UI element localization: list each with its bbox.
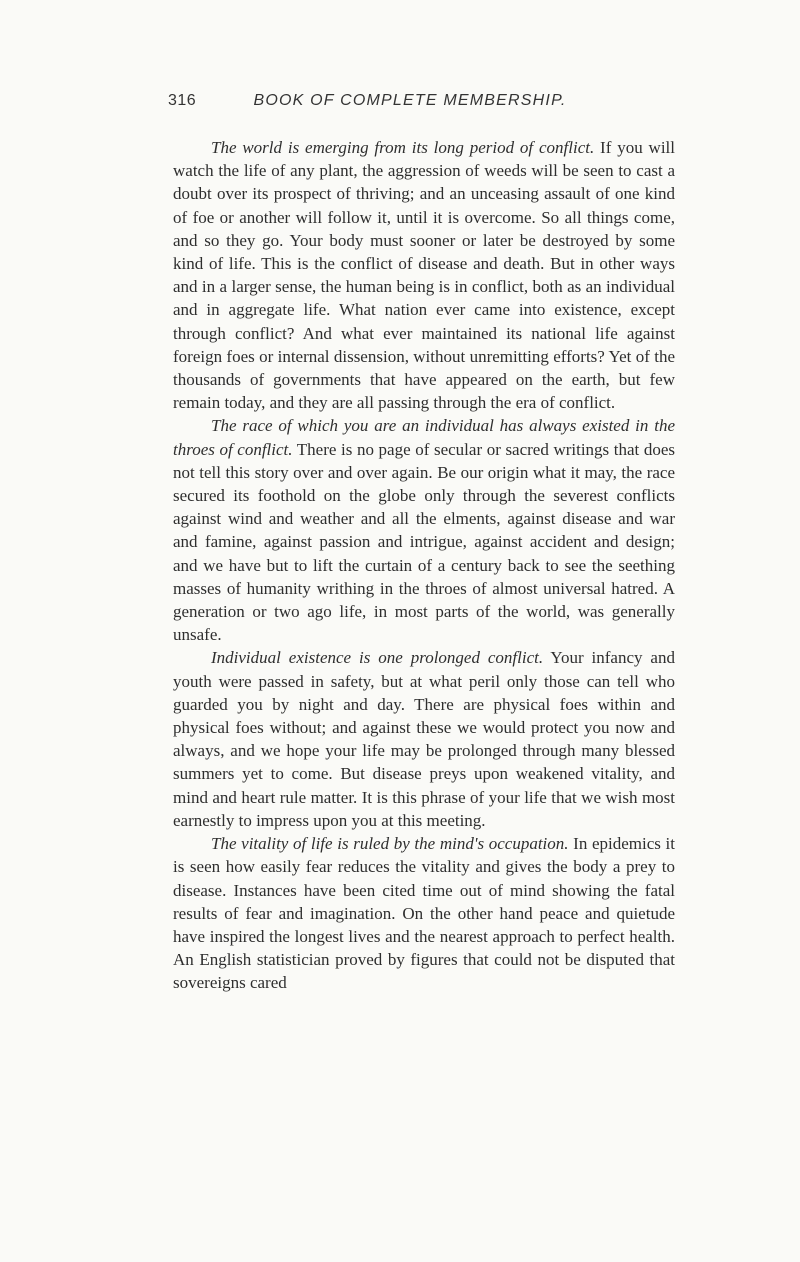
paragraph-individual-existence xyxy=(173,646,675,832)
running-title: BOOK OF COMPLETE MEMBERSHIP. xyxy=(253,92,567,109)
body-text xyxy=(173,136,675,995)
paragraph-lead: The race of which you are an individual has always existed in the throes of conflict. xyxy=(173,416,675,459)
paragraph-conflict-race xyxy=(173,414,675,646)
page-number: 316 xyxy=(168,92,197,109)
running-head xyxy=(0,92,800,116)
paragraph-text: In epidemics it is seen how easily fear reduces the vitality and gives the body a prey to disease. Instances have been cited time out of mind showing the fatal results of fear and imagination. On the other hand peace and quietude have inspired the longest lives and the nearest approach to perfect health. An English statistician proved by figures that could not be disputed that sovereigns cared xyxy=(173,834,675,993)
paragraph-text: If you will watch the life of any plant, the aggression of weeds will be seen to cast a doubt over its prospect of thriving; and an unceasing assault of one kind of foe or another will follow it, until it is overcome. So all things come, and so they go. Your body must sooner or later be destroyed by some kind of life. This is the conflict of disease and death. But in other ways and in a larger sense, the human being is in conflict, both as an individual and in aggregate life. What nation ever came into existence, except through conflict? And what ever maintained its national life against foreign foes or internal dissension, without unremitting efforts? Yet of the thousands of governments that have appeared on the earth, but few remain today, and they are all passing through the era of conflict. xyxy=(173,138,675,413)
paragraph-lead: Individual existence is one prolonged conflict. xyxy=(211,648,544,668)
paragraph-vitality xyxy=(173,832,675,994)
paragraph-lead: The world is emerging from its long period of conflict. xyxy=(211,138,595,157)
paragraph-text: There is no page of secular or sacred writings that does not tell this story over and over again. Be our origin what it may, the race secured its foothold on the globe only through the severest conflicts against wind and weather and all the elments, against disease and war and famine, against passion and intrigue, against accident and design; and we have but to lift the curtain of a century back to see the seething masses of humanity writhing in the throes of almost universal hatred. A generation or two ago life, in most parts of the world, was generally unsafe. xyxy=(173,439,676,645)
paragraph-text: Your infancy and youth were passed in safety, but at what peril only those can tell who guarded you by night and day. There are physical foes within and physical foes without; and against these we would protect you now and always, and we hope your life may be prolonged through many blessed summers yet to come. But disease preys upon weakened vitality, and mind and heart rule matter. It is this phrase of your life that we wish most earnestly to impress upon you at this meeting. xyxy=(173,648,675,830)
paragraph-lead: The vitality of life is ruled by the mind's occupation. xyxy=(211,834,569,854)
paragraph-conflict-world xyxy=(173,136,675,414)
